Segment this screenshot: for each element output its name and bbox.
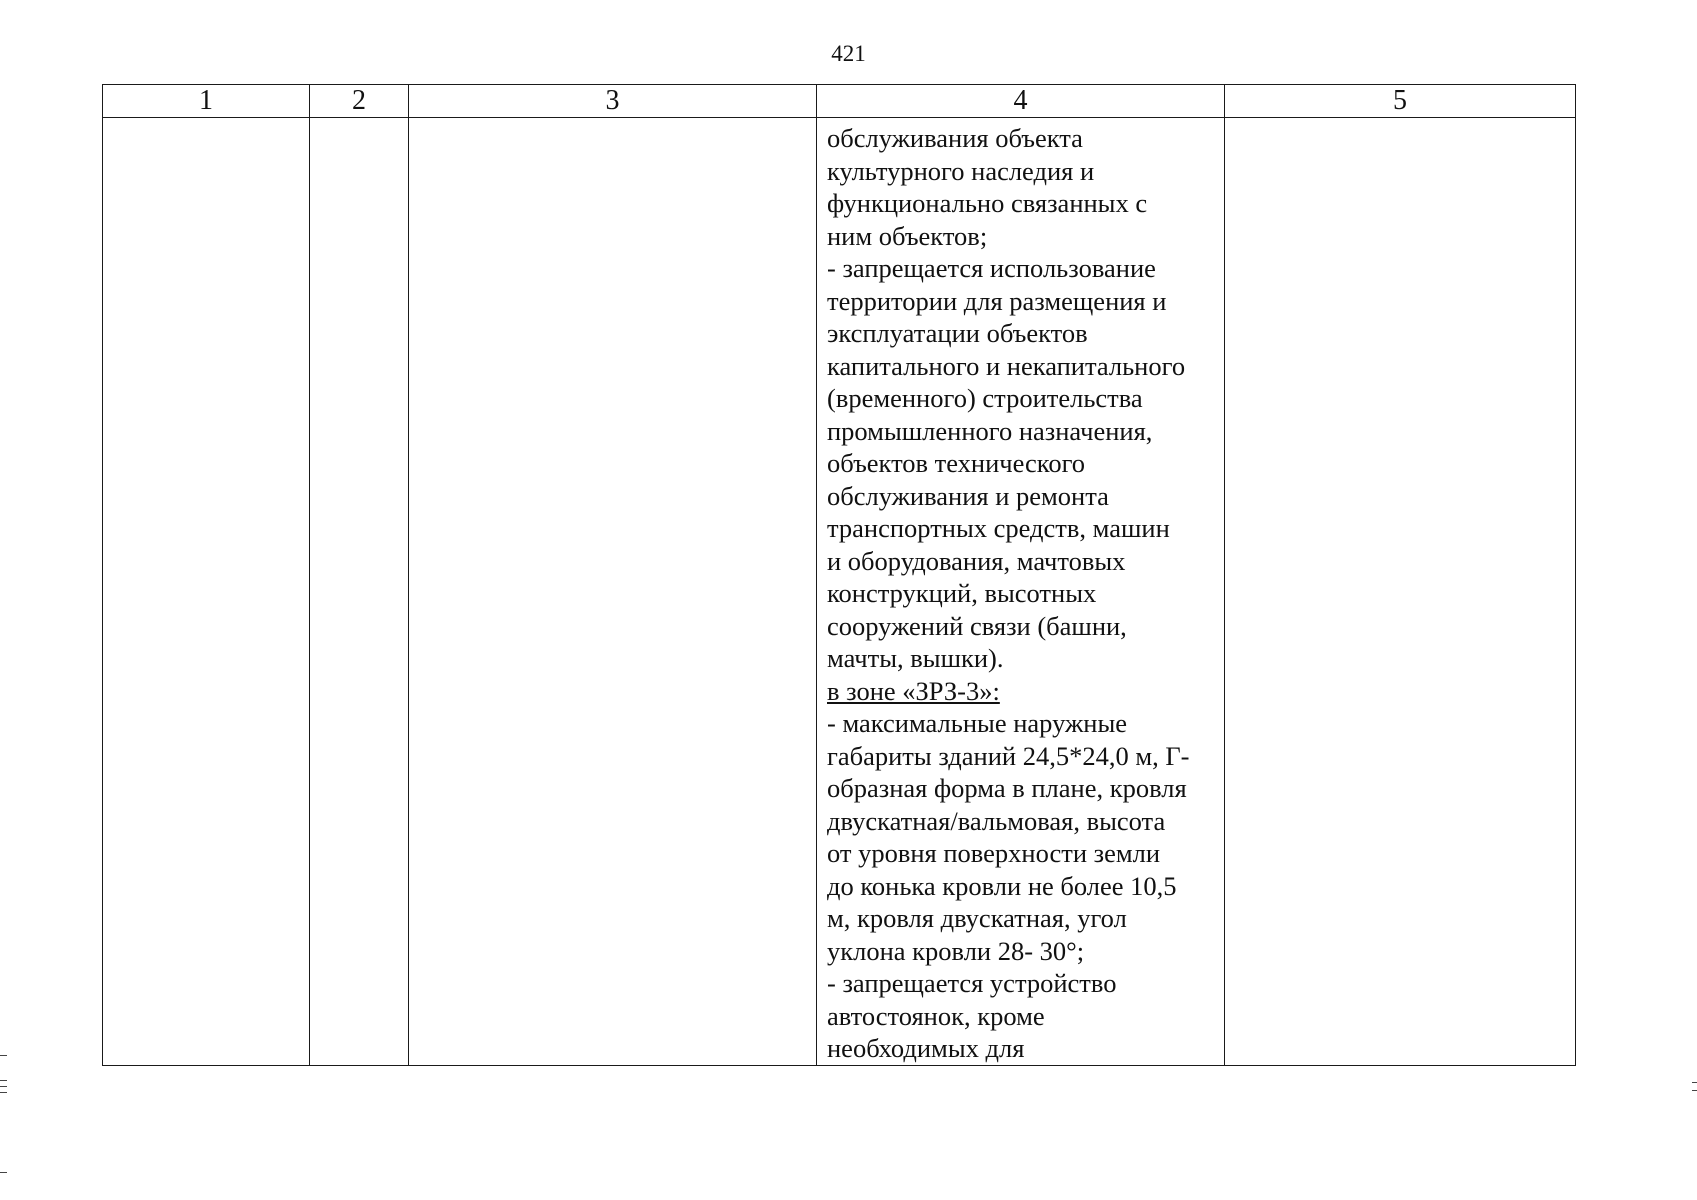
cell-column-2 (310, 118, 409, 1066)
regulations-table (102, 84, 1576, 1066)
text-line: обслуживания объекта (827, 123, 1083, 153)
text-line: - запрещается устройство (827, 968, 1117, 998)
scan-edge-mark (0, 1086, 7, 1087)
column-4-text (817, 118, 1224, 1065)
text-line: эксплуатации объектов (827, 318, 1088, 348)
column-header-5: 5 (1225, 85, 1576, 118)
cell-column-3 (409, 118, 817, 1066)
column-header-1: 1 (103, 85, 310, 118)
text-line: - максимальные наружные (827, 708, 1128, 738)
text-line: промышленного назначения, (827, 415, 1153, 446)
text-line: автостоянок, кроме (827, 1000, 1045, 1031)
text-line: обслуживания и ремонта (827, 480, 1109, 511)
text-line: габариты зданий 24,5*24,0 м, Г- (827, 740, 1190, 771)
cell-column-4 (817, 118, 1225, 1066)
text-line: ним объектов; (827, 220, 988, 251)
text-line: образная форма в плане, кровля (827, 773, 1187, 803)
text-line: м, кровля двускатная, угол (827, 903, 1127, 933)
scan-edge-mark (1692, 1082, 1697, 1083)
zone-heading: в зоне «ЗРЗ-3»: (827, 675, 1000, 706)
cell-column-5 (1225, 118, 1576, 1066)
text-line: (временного) строительства (827, 383, 1143, 413)
text-line: территории для размещения и (827, 285, 1167, 316)
table-row (103, 118, 1576, 1066)
text-line: и оборудования, мачтовых (827, 545, 1126, 576)
text-line: от уровня поверхности земли (827, 838, 1161, 868)
text-line: конструкций, высотных (827, 578, 1097, 608)
scan-edge-mark (0, 1092, 7, 1093)
text-line: транспортных средств, машин (827, 513, 1170, 543)
scan-edge-mark (1692, 1090, 1697, 1091)
text-line: до конька кровли не более 10,5 (827, 870, 1177, 901)
cell-column-1 (103, 118, 310, 1066)
table-header-row (103, 85, 1576, 118)
scan-edge-mark (0, 1080, 7, 1081)
text-line: объектов технического (827, 448, 1086, 478)
page-number: 421 (831, 41, 866, 66)
column-header-3: 3 (409, 85, 817, 118)
text-line: сооружений связи (башни, (827, 610, 1127, 641)
text-line: уклона кровли 28- 30°; (827, 935, 1085, 966)
column-header-4: 4 (817, 85, 1225, 118)
text-line: функционально связанных с (827, 188, 1148, 218)
text-line: капитального и некапитального (827, 350, 1186, 381)
text-line: необходимых для (827, 1033, 1025, 1063)
text-line: - запрещается использование (827, 253, 1156, 283)
text-line: мачты, вышки). (827, 643, 1004, 673)
scan-edge-mark (0, 1172, 7, 1173)
column-header-2: 2 (310, 85, 409, 118)
scan-edge-mark (0, 1055, 7, 1056)
text-line: двускатная/вальмовая, высота (827, 805, 1166, 836)
text-line: культурного наследия и (827, 155, 1095, 186)
